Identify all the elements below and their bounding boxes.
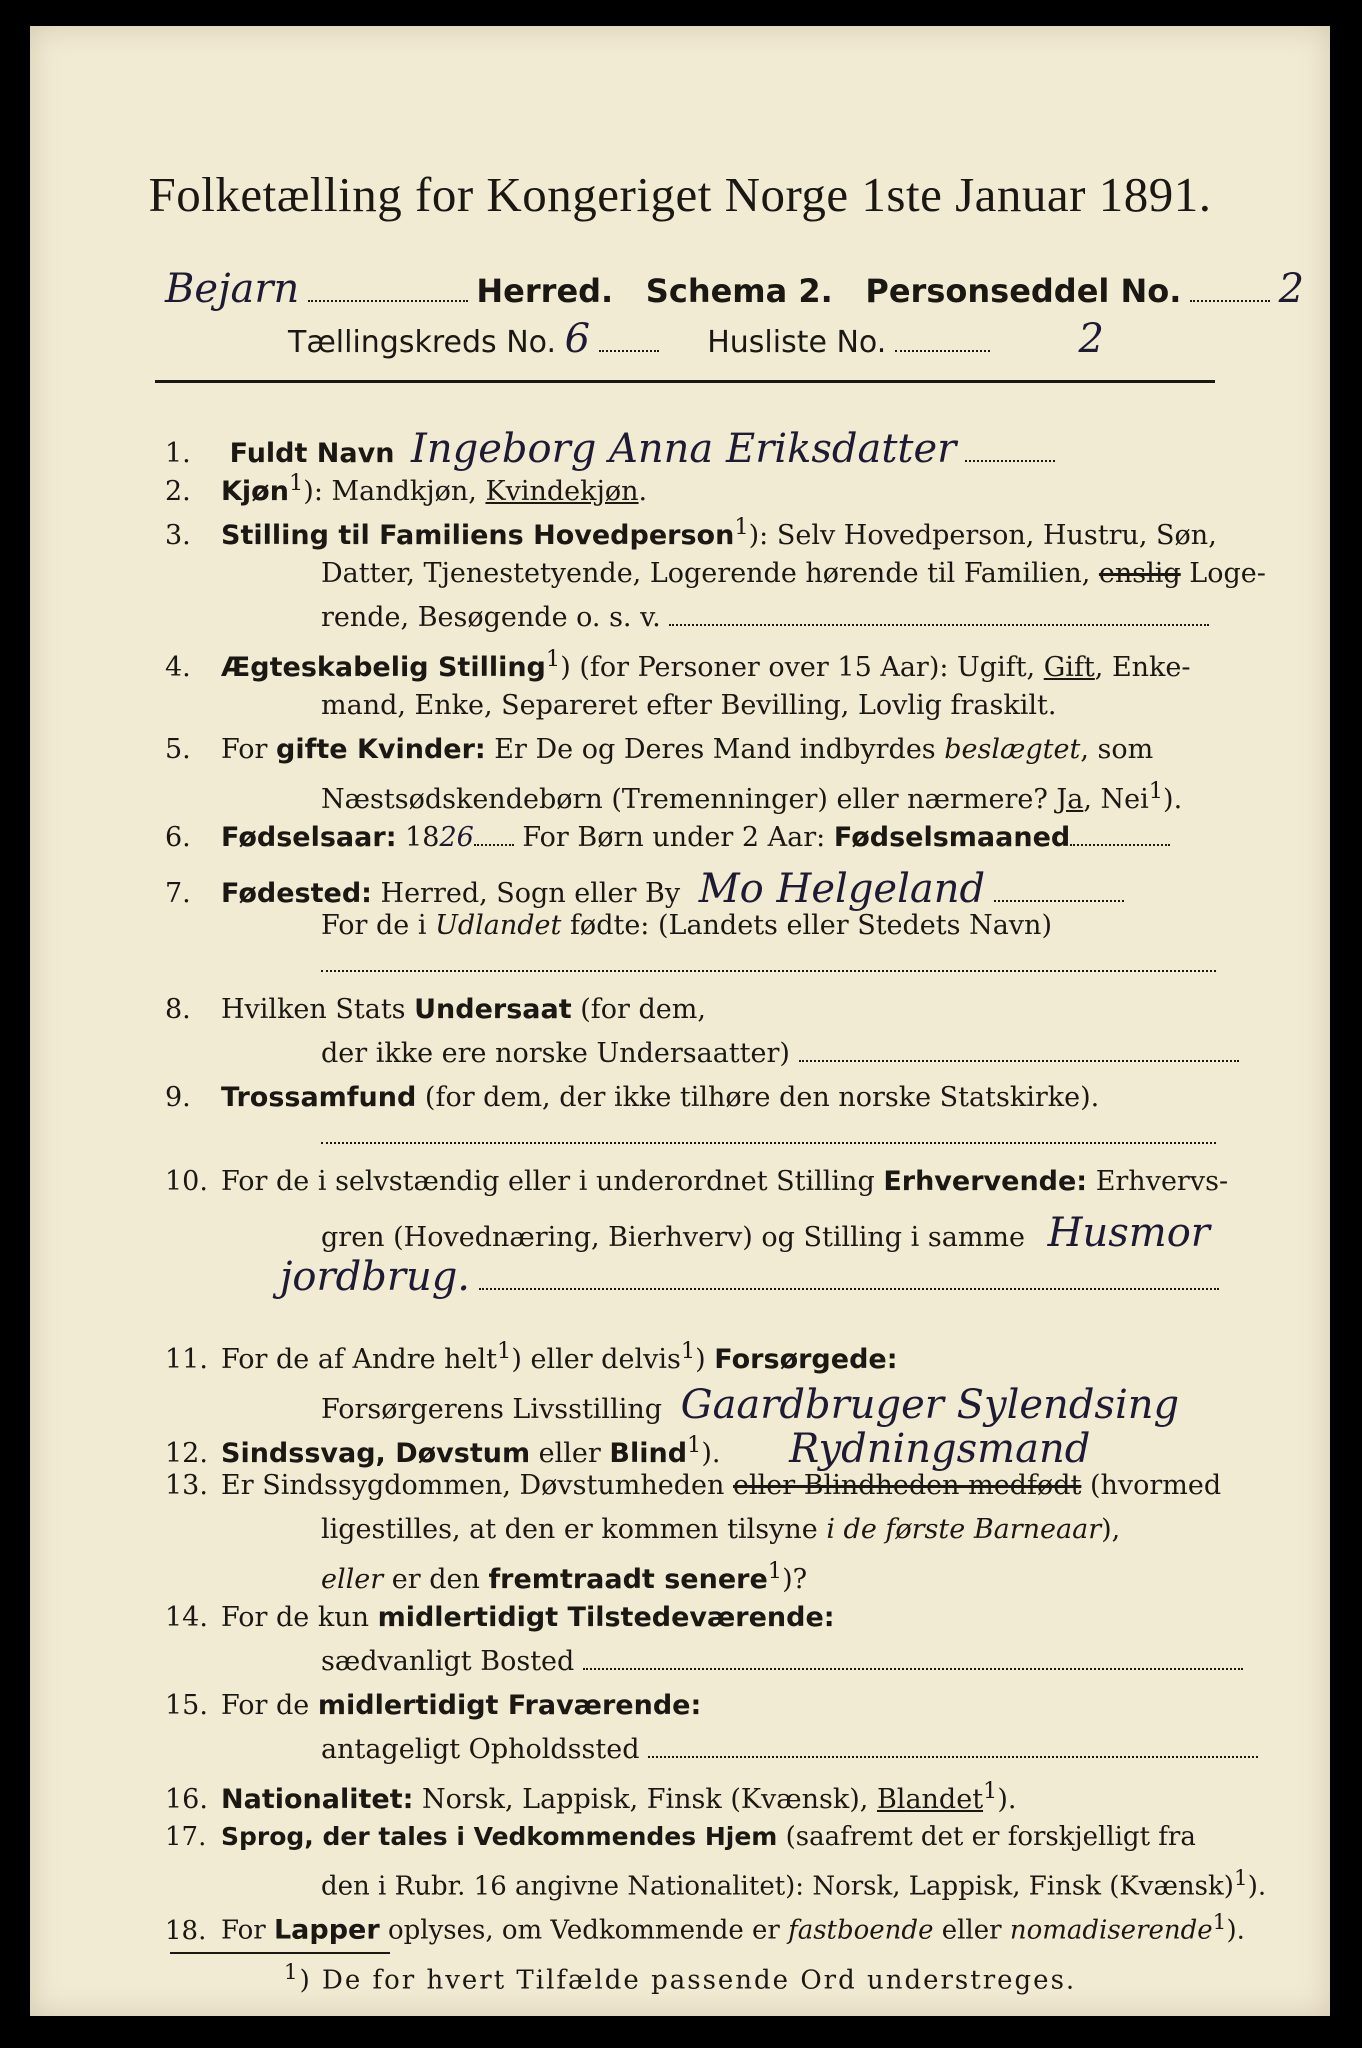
question-number: 18. <box>165 1915 207 1946</box>
question-label: fremtraadt senere <box>488 1564 768 1595</box>
question-text: )? <box>782 1564 808 1595</box>
question-text: ). <box>1163 784 1183 815</box>
footnote-marker: 1 <box>1212 1910 1227 1935</box>
question-text: , som <box>1080 734 1154 765</box>
form-title: Folketælling for Kongeriget Norge 1ste Januar 1891. <box>148 167 1212 222</box>
footnote-marker: 1 <box>283 1960 300 1985</box>
husliste-label: Husliste No. <box>707 325 887 360</box>
question-label: Erhvervende: <box>883 1166 1088 1197</box>
footnote-marker: 1 <box>1148 778 1164 804</box>
question-13 <box>165 1470 1221 1501</box>
question-text: mand, Enke, Separeret efter Bevilling, Lovlig fraskilt. <box>321 690 1057 721</box>
question-label: Fødselsmaaned <box>833 822 1071 853</box>
question-text: 18 <box>396 822 440 853</box>
question-number: 1. <box>165 438 191 469</box>
question-text: Er De og Deres Mand indbyrdes <box>485 734 945 765</box>
footnote <box>30 1960 1330 1996</box>
question-text: Norsk, Lappisk, Finsk (Kvænsk), <box>413 1784 877 1815</box>
question-number: 16. <box>165 1784 208 1815</box>
question-7 <box>165 866 1124 912</box>
question-6 <box>165 822 1170 853</box>
dotted-leader <box>583 1668 1243 1670</box>
question-text: ligestilles, at den er kommen tilsyne <box>321 1514 827 1545</box>
question-text: beslægtet <box>944 734 1081 765</box>
question-text: (for dem, <box>571 994 706 1025</box>
question-number: 5. <box>165 734 191 765</box>
question-text: Hvilken Stats <box>221 994 415 1025</box>
question-text: ). <box>997 1784 1017 1815</box>
question-text: ): Selv Hovedperson, Hustru, Søn, <box>748 520 1217 551</box>
question-text: er den <box>383 1564 489 1595</box>
question-text: , Enke- <box>1094 652 1191 683</box>
question-label: Fuldt Navn <box>229 438 395 469</box>
herred-value: Bejarn <box>165 266 300 312</box>
dotted-leader <box>321 1142 1216 1144</box>
question-text: (hvormed <box>1081 1470 1222 1501</box>
question-text: Er Sindssygdommen, Døvstumheden <box>221 1470 733 1501</box>
header-line-1 <box>165 266 1304 312</box>
question-text: eller <box>933 1915 1010 1946</box>
question-11-line-2 <box>321 1382 1179 1428</box>
dotted-leader <box>1190 300 1270 302</box>
footnote-marker: 1 <box>767 1558 783 1584</box>
question-text: der ikke ere norske Undersaatter) <box>321 1038 790 1069</box>
footnote-marker: 1 <box>734 514 749 540</box>
question-11 <box>165 1338 898 1375</box>
question-4-line-2 <box>321 690 1056 721</box>
question-text: Datter, Tjenestetyende, Logerende hørende til Familien, <box>321 558 1099 589</box>
question-5 <box>165 734 1153 765</box>
question-label: midlertidigt Fraværende: <box>317 1690 702 1721</box>
question-text: fastboende <box>788 1915 934 1946</box>
question-text: ). <box>1247 1871 1267 1902</box>
question-10-line-3 <box>280 1254 1219 1300</box>
husliste-value: 2 <box>1078 316 1104 362</box>
question-text: (for dem, der ikke tilhøre den norske Statskirke). <box>416 1082 1100 1113</box>
question-number: 12. <box>165 1438 208 1469</box>
question-number: 15. <box>165 1690 208 1721</box>
question-text: ). <box>701 1438 721 1469</box>
selected-option: Blandet <box>876 1784 984 1815</box>
question-text: For de <box>221 1690 318 1721</box>
footnote-text: ) De for hvert Tilfælde passende Ord understreges. <box>299 1965 1077 1996</box>
question-text: ) <box>695 1344 715 1375</box>
question-text: rende, Besøgende o. s. v. <box>321 602 661 633</box>
question-text: For de i <box>321 910 436 941</box>
footnote-rule <box>170 1952 390 1954</box>
footnote-marker: 1 <box>680 1338 696 1364</box>
question-3-line-2 <box>321 558 1266 589</box>
question-15 <box>165 1690 701 1721</box>
herred-label: Herred. <box>476 272 614 310</box>
question-text: ): Mandkjøn, <box>303 476 486 507</box>
question-label: Blind <box>609 1438 688 1469</box>
question-label: Fødested: <box>221 878 372 909</box>
dotted-leader <box>479 1288 1219 1290</box>
question-text: Loge- <box>1180 558 1266 589</box>
question-18 <box>165 1910 1245 1946</box>
kreds-label: Tællingskreds No. <box>288 325 556 360</box>
question-2 <box>165 470 647 507</box>
header-line-2 <box>288 316 1104 362</box>
struck-option: enslig <box>1098 558 1181 589</box>
question-text: ). <box>1226 1915 1245 1946</box>
question-3 <box>165 514 1217 551</box>
dotted-leader <box>669 624 1209 626</box>
question-text: Herred, Sogn eller By <box>371 878 681 909</box>
question-14 <box>165 1602 835 1633</box>
footnote-marker: 1 <box>687 1432 702 1458</box>
question-9 <box>165 1082 1099 1113</box>
question-4 <box>165 646 1191 683</box>
question-text: Erhvervs- <box>1087 1166 1229 1197</box>
question-text: , Nei <box>1083 784 1149 815</box>
dotted-leader <box>799 1060 1239 1062</box>
question-7-line-2 <box>321 910 1052 941</box>
question-text: . <box>638 476 648 507</box>
question-label: Undersaat <box>414 994 572 1025</box>
question-text: den i Rubr. 16 angivne Nationalitet): Norsk, Lappisk, Finsk (Kvænsk) <box>321 1871 1234 1902</box>
question-number: 4. <box>165 652 191 683</box>
question-label: Fødselsaar: <box>221 822 397 853</box>
question-label: Ægteskabelig Stilling <box>221 652 546 683</box>
kreds-value: 6 <box>564 316 591 362</box>
question-text: nomadiserende <box>1009 1915 1213 1946</box>
question-text: fødte: (Landets eller Stedets Navn) <box>561 910 1052 941</box>
question-number: 14. <box>165 1602 208 1633</box>
question-label: Sprog, der tales i Vedkommendes Hjem <box>221 1822 778 1851</box>
selected-option: Gift <box>1043 652 1095 683</box>
question-number: 8. <box>165 994 191 1025</box>
schema-label: Schema 2. <box>645 272 833 310</box>
question-label: Trossamfund <box>221 1082 417 1113</box>
question-label: Forsørgede: <box>714 1344 898 1375</box>
question-label: midlertidigt Tilstedeværende: <box>377 1602 835 1633</box>
question-number: 9. <box>165 1082 191 1113</box>
question-text: For de af Andre helt <box>221 1344 498 1375</box>
question-16 <box>165 1778 1017 1815</box>
question-text: For Børn under 2 Aar: <box>513 822 834 853</box>
handwritten-note: Rydningsmand <box>789 1426 1091 1472</box>
footnote-marker: 1 <box>1233 1866 1248 1891</box>
dotted-leader <box>965 460 1055 462</box>
question-label: Kjøn <box>221 476 289 507</box>
personseddel-value: 2 <box>1278 266 1305 312</box>
question-number: 11. <box>165 1344 208 1375</box>
selected-option: Kvindekjøn <box>485 476 639 507</box>
footnote-marker: 1 <box>288 470 304 496</box>
question-text: ) (for Personer over 15 Aar): Ugift, <box>560 652 1044 683</box>
personseddel-label: Personseddel No. <box>865 272 1182 310</box>
question-number: 3. <box>165 520 191 551</box>
occupation-value: Husmor <box>1047 1210 1210 1256</box>
dotted-leader <box>1070 844 1170 846</box>
question-15-line-2 <box>321 1734 1258 1765</box>
question-label: Sindssvag, Døvstum <box>221 1438 531 1469</box>
question-8 <box>165 994 706 1025</box>
question-number: 10. <box>165 1166 208 1197</box>
question-17-line-2 <box>321 1866 1266 1902</box>
question-number: 7. <box>165 878 191 909</box>
footnote-marker: 1 <box>497 1338 512 1364</box>
question-5-line-2 <box>321 778 1182 815</box>
question-text: Forsørgerens Livsstilling <box>321 1394 663 1425</box>
full-name-value: Ingeborg Anna Eriksdatter <box>411 426 957 472</box>
birth-year-value: 26 <box>439 822 474 853</box>
provider-occupation-value: Gaardbruger Sylendsing <box>680 1382 1180 1428</box>
question-text: For <box>221 1915 274 1946</box>
question-text: For de kun <box>221 1602 378 1633</box>
question-text: (saafremt det er forskjelligt fra <box>777 1822 1196 1852</box>
header-rule <box>155 380 1215 383</box>
question-text: For de i selvstændig eller i underordnet Stilling <box>221 1166 884 1197</box>
question-13-line-3 <box>321 1558 807 1595</box>
question-8-line-2 <box>321 1038 1239 1069</box>
question-number: 17. <box>165 1822 207 1852</box>
struck-option: eller Blindheden medfødt <box>733 1470 1082 1501</box>
birthplace-value: Mo Helgeland <box>698 866 986 912</box>
dotted-leader <box>474 844 514 846</box>
footnote-marker: 1 <box>983 1778 998 1804</box>
question-text: antageligt Opholdssted <box>321 1734 640 1765</box>
question-label: Lapper <box>273 1914 380 1946</box>
question-text: sædvanligt Bosted <box>321 1646 575 1677</box>
question-number: 6. <box>165 822 191 853</box>
blank-line <box>321 1120 1216 1151</box>
question-text: i de første Barneaar <box>826 1514 1102 1545</box>
question-10 <box>165 1166 1228 1197</box>
dotted-leader <box>994 900 1124 902</box>
question-label: gifte Kvinder: <box>276 734 486 765</box>
question-text: ), <box>1101 1514 1121 1545</box>
footnote-marker: 1 <box>545 646 561 672</box>
occupation-value-continued: jordbrug. <box>280 1254 471 1300</box>
blank-line <box>321 948 1216 979</box>
dotted-leader <box>648 1756 1258 1758</box>
question-13-line-2 <box>321 1514 1120 1545</box>
question-text: Næstsødskendebørn (Tremenninger) eller nærmere? <box>321 784 1057 815</box>
dotted-leader <box>599 350 659 352</box>
question-text: ) eller delvis <box>511 1344 681 1375</box>
dotted-leader <box>308 300 468 302</box>
selected-option: Ja <box>1056 784 1084 815</box>
question-number: 2. <box>165 476 191 507</box>
question-number: 13. <box>165 1470 208 1501</box>
question-text: Udlandet <box>435 910 562 941</box>
question-1 <box>165 426 1055 472</box>
question-text: eller <box>530 1438 610 1469</box>
question-text: oplyses, om Vedkommende er <box>379 1915 789 1946</box>
question-label: Stilling til Familiens Hovedperson <box>221 520 735 551</box>
question-10-line-2 <box>321 1210 1210 1256</box>
question-12 <box>165 1426 1090 1472</box>
question-text: eller <box>321 1564 384 1595</box>
question-3-line-3 <box>321 602 1209 633</box>
question-text: gren (Hovednæring, Bierhverv) og Stilling i samme <box>321 1222 1026 1253</box>
census-form <box>30 26 1330 2016</box>
question-label: Nationalitet: <box>221 1784 414 1815</box>
question-14-line-2 <box>321 1646 1243 1677</box>
question-text: For <box>221 734 277 765</box>
dotted-leader <box>321 970 1216 972</box>
question-17 <box>165 1822 1196 1852</box>
dotted-leader <box>895 350 990 352</box>
